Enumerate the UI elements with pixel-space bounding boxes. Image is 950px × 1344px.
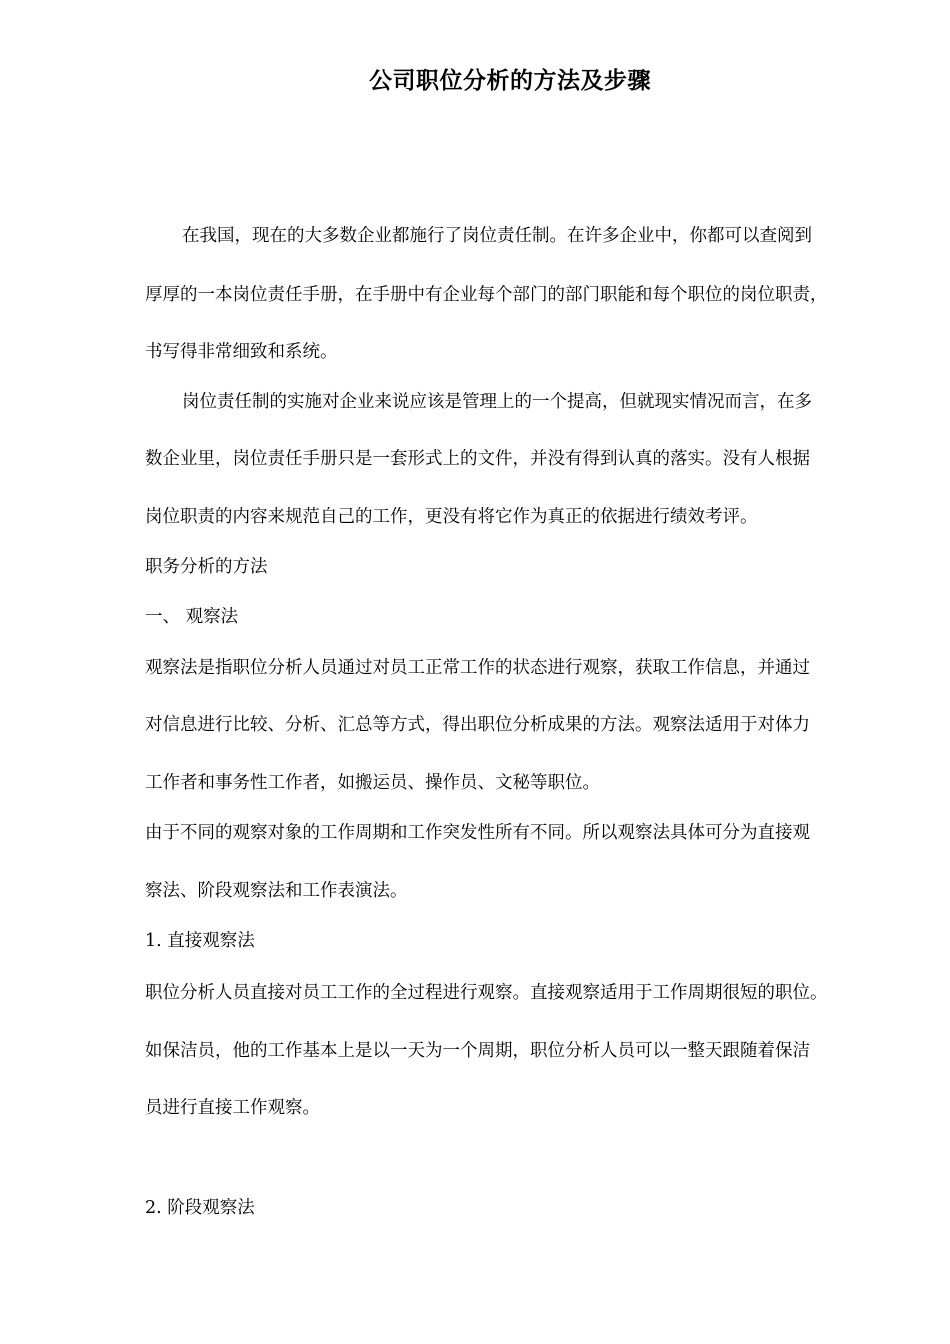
paragraph-3-line-2: 对信息进行比较、分析、汇总等方式，得出职位分析成果的方法。观察法适用于对体力: [145, 715, 810, 735]
paragraph-1-line-1: 在我国，现在的大多数企业都施行了岗位责任制。在许多企业中，你都可以查阅到: [182, 226, 812, 246]
paragraph-3-line-3: 工作者和事务性工作者，如搬运员、操作员、文秘等职位。: [145, 773, 600, 793]
paragraph-5-line-2: 如保洁员，他的工作基本上是以一天为一个周期，职位分析人员可以一整天跟随着保洁: [145, 1041, 810, 1061]
paragraph-2-line-1: 岗位责任制的实施对企业来说应该是管理上的一个提高，但就现实情况而言，在多: [182, 392, 812, 412]
paragraph-5-line-3: 员进行直接工作观察。: [145, 1098, 320, 1118]
paragraph-2-line-3: 岗位职责的内容来规范自己的工作，更没有将它作为真正的依据进行绩效考评。: [145, 507, 758, 527]
document-title: 公司职位分析的方法及步骤: [369, 67, 651, 94]
paragraph-2-line-2: 数企业里，岗位责任手册只是一套形式上的文件，并没有得到认真的落实。没有人根据: [145, 449, 810, 469]
section-heading-methods: 职务分析的方法: [145, 557, 268, 577]
paragraph-4-line-2: 察法、阶段观察法和工作表演法。: [145, 881, 408, 901]
subheading-stage-observation: 2. 阶段观察法: [145, 1198, 255, 1218]
paragraph-4-line-1: 由于不同的观察对象的工作周期和工作突发性所有不同。所以观察法具体可分为直接观: [145, 823, 810, 843]
paragraph-1-line-3: 书写得非常细致和系统。: [145, 342, 338, 362]
paragraph-3-line-1: 观察法是指职位分析人员通过对员工正常工作的状态进行观察，获取工作信息，并通过: [145, 658, 810, 678]
subheading-direct-observation: 1. 直接观察法: [145, 931, 255, 951]
subheading-observation: 一、 观察法: [145, 607, 239, 627]
paragraph-5-line-1: 职位分析人员直接对员工工作的全过程进行观察。直接观察适用于工作周期很短的职位。: [145, 983, 828, 1003]
paragraph-1-line-2: 厚厚的一本岗位责任手册，在手册中有企业每个部门的部门职能和每个职位的岗位职责，: [145, 285, 828, 305]
